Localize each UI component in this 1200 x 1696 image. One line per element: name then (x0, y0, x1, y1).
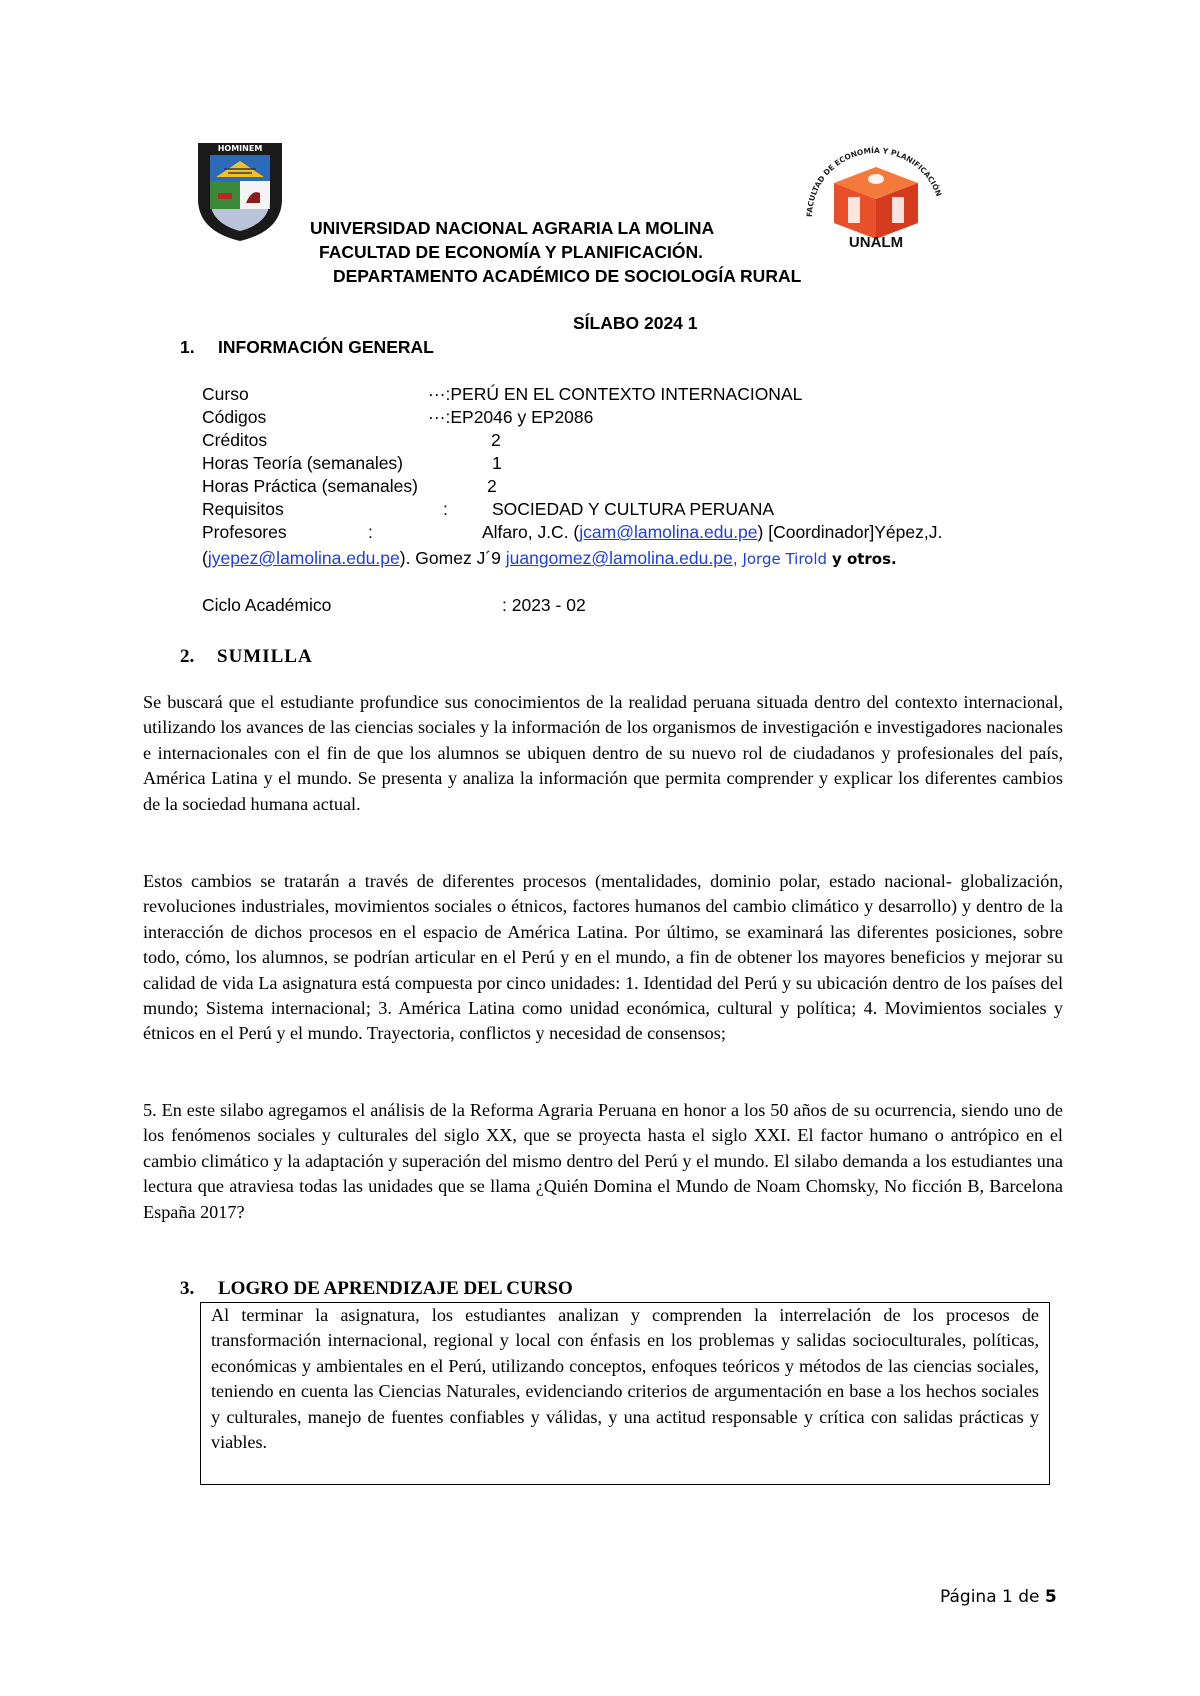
faculty-logo (790, 139, 960, 249)
page-current: 1 (1002, 1587, 1013, 1607)
email-link-juangomez[interactable]: juangomez@lamolina.edu.pe (505, 548, 733, 568)
professor-yepez: ) [Coordinador]Yépez,J. (757, 522, 943, 542)
info-label-requisitos: Requisitos (202, 499, 284, 519)
info-value-profesores-line1 (482, 522, 942, 543)
sumilla-paragraph-2: Estos cambios se tratarán a través de diferentes procesos (mentalidades, dominio polar, estado nacional- globalización, revoluciones industriales, movimientos sociales o étnicos, factores humanos del cambio climático y desarrollo) y dentro de la interacción de dichos procesos en el espacio de América Latina. Por último, se examinará las diferentes posiciones, sobre todo, cómo, los alumnos, se podrían articular en el Perú y en el mundo, a fin de obtener los mayores beneficios y mejorar su calidad de vida La asignatura está compuesta por cinco unidades: 1. Identidad del Perú y su ubicación dentro de los países del mundo; Sistema internacional; 3. América Latina como unidad económica, cultural y política; 4. Movimientos sociales y étnicos en el Perú y el mundo. Trayectoria, conflictos y necesidad de consensos; (143, 871, 1063, 1044)
info-label-horas-teoria: Horas Teoría (semanales) (202, 453, 404, 473)
section2-number: 2. (180, 646, 195, 667)
info-value-profesores-line2 (202, 548, 897, 569)
info-value-horas-practica: 2 (487, 476, 497, 496)
info-label-profesores: Profesores (202, 522, 287, 542)
comma: , (732, 548, 738, 568)
section1-title: INFORMACIÓN GENERAL (218, 337, 434, 357)
page-of: de (1018, 1587, 1040, 1607)
faculty-logo-text: UNALM (848, 234, 904, 249)
info-label-codigos: Códigos (202, 407, 267, 427)
info-value-creditos: 2 (491, 430, 501, 450)
sumilla-paragraph-3: 5. En este silabo agregamos el análisis de la Reforma Agraria Peruana en honor a los 50 años de su ocurrencia, siendo uno de los fenómenos sociales y culturales del siglo XX, que se proyecta hasta el siglo XXI. El factor humano o antrópico en el cambio climático y la adaptación y superación del mismo dentro del Perú y el mundo. El silabo demanda a los estudiantes una lectura que atraviesa todas las unidades que se llama ¿Quién Domina el Mundo de Noam Chomsky, No ficción B, Barcelona España 2017? (143, 1100, 1063, 1222)
info-value-horas-teoria: 1 (492, 453, 502, 473)
crest-motto: HOMINEM (217, 144, 263, 153)
section3-number: 3. (180, 1278, 195, 1299)
email-link-jyepez[interactable]: jyepez@lamolina.edu.pe (207, 548, 400, 568)
section1-number: 1. (180, 337, 195, 357)
info-label-horas-practica: Horas Práctica (semanales) (202, 476, 418, 496)
info-value-ciclo: : 2023 - 02 (502, 595, 586, 615)
faculty-logo-arc-text: FACULTAD DE ECONOMÍA Y PLANIFICACIÓN (804, 145, 944, 218)
learning-outcome-box (200, 1302, 1050, 1485)
email-link-jcam[interactable]: jcam@lamolina.edu.pe (579, 522, 758, 542)
learning-outcome-text: Al terminar la asignatura, los estudiantes analizan y comprenden la interrelación de los procesos de transformación internacional, regional y local con énfasis en los problemas y salidas socioculturales, políticas, económicas y ambientales en el Perú, utilizando conceptos, enfoques teóricos y métodos de las ciencias sociales, teniendo en cuenta las Ciencias Naturales, evidenciando criterios de argumentación en base a los hechos sociales y culturales, manejo de fuentes confiables y válidas, y una actitud responsable y crítica con salidas prácticas y viables. (211, 1305, 1039, 1453)
university-crest-logo (194, 139, 286, 243)
page-total: 5 (1044, 1587, 1057, 1607)
info-sep-profesores: : (368, 522, 373, 542)
info-value-codigos: ···:EP2046 y EP2086 (428, 407, 594, 427)
section3-title: LOGRO DE APRENDIZAJE DEL CURSO (218, 1278, 573, 1299)
professor-alfaro: Alfaro, J.C. ( (482, 522, 580, 542)
professor-tirold: Jorge Tirold (742, 550, 828, 568)
info-label-ciclo: Ciclo Académico (202, 595, 332, 615)
info-value-curso: ···:PERÚ EN EL CONTEXTO INTERNACIONAL (428, 384, 803, 404)
professor-gomez: ). Gomez J´9 (399, 548, 501, 568)
section2-title: SUMILLA (217, 646, 313, 667)
syllabus-title: SÍLABO 2024 1 (573, 313, 698, 333)
info-value-requisitos: SOCIEDAD Y CULTURA PERUANA (492, 499, 775, 519)
page-prefix: Página (940, 1587, 997, 1607)
university-name: UNIVERSIDAD NACIONAL AGRARIA LA MOLINA (310, 218, 715, 238)
faculty-name: FACULTAD DE ECONOMÍA Y PLANIFICACIÓN. (319, 242, 704, 262)
info-label-creditos: Créditos (202, 430, 268, 450)
page-number (940, 1587, 1057, 1607)
info-sep-requisitos: : (443, 499, 448, 519)
sumilla-paragraph-1: Se buscará que el estudiante profundice sus conocimientos de la realidad peruana situada dentro del contexto internacional, utilizando los avances de las ciencias sociales y la información de los organismos de investigación e investigadores nacionales e internacionales con el fin de que los alumnos se ubiquen dentro de su nuevo rol de ciudadanos y profesionales del país, América Latina y el mundo. Se presenta y analiza la información que permita comprender y explicar los diferentes cambios de la sociedad humana actual. (143, 692, 1063, 814)
paren-open: ( (202, 548, 208, 568)
professors-others: y otros. (831, 550, 897, 568)
department-name: DEPARTAMENTO ACADÉMICO DE SOCIOLOGÍA RURAL (333, 266, 802, 286)
info-label-curso: Curso (202, 384, 249, 404)
